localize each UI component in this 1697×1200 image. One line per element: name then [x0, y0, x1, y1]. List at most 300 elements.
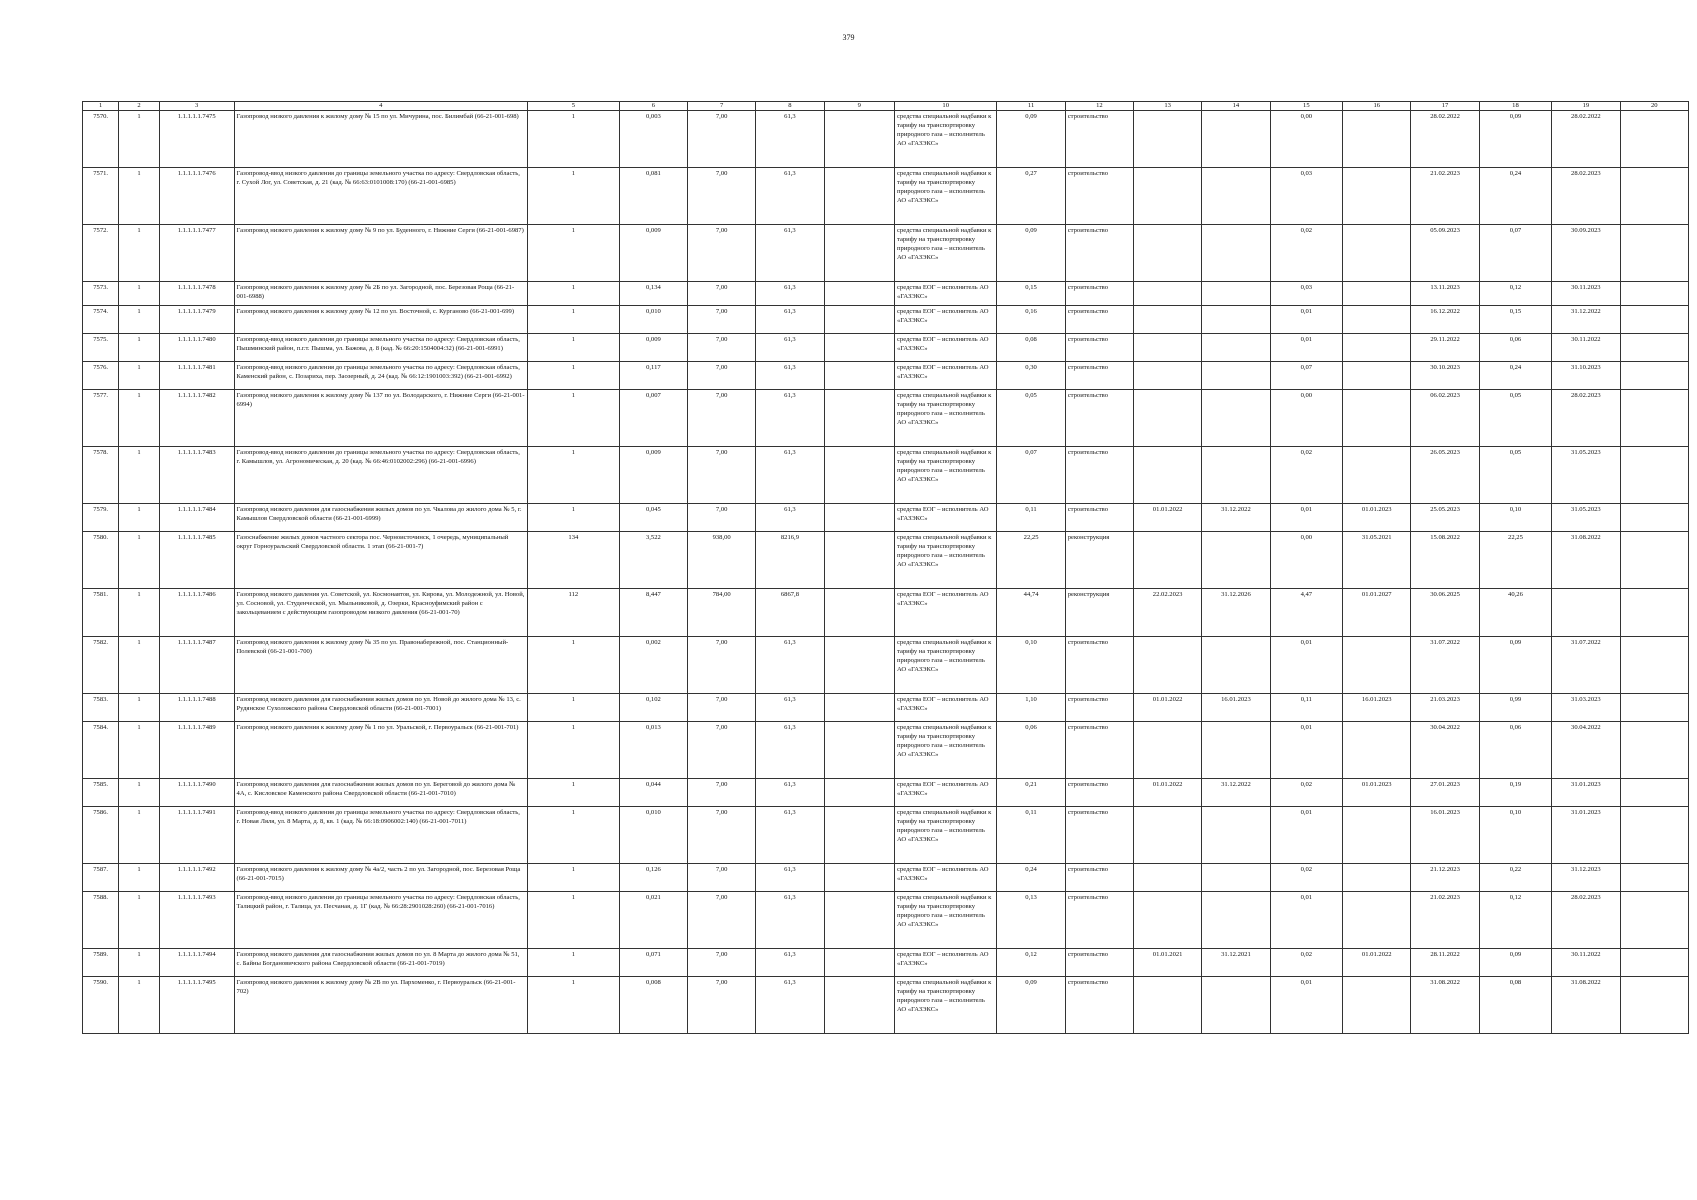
- table-cell: 0,07: [997, 447, 1065, 504]
- header-row: [83, 102, 1689, 111]
- table-cell: 28.02.2023: [1552, 168, 1620, 225]
- table-cell: 1.1.1.1.1.7477: [159, 225, 234, 282]
- table-cell: строительство: [1065, 892, 1133, 949]
- table-cell: 7585.: [83, 779, 119, 807]
- table-row: [83, 779, 1689, 807]
- table-cell: 61,3: [756, 447, 824, 504]
- table-cell: [1202, 447, 1270, 504]
- table-cell: 7,00: [688, 362, 756, 390]
- table-cell: 0,05: [1479, 390, 1552, 447]
- table-cell: 4,47: [1270, 589, 1343, 637]
- table-row: [83, 282, 1689, 306]
- table-cell: 1: [527, 334, 619, 362]
- table-cell: 28.02.2023: [1552, 390, 1620, 447]
- table-cell: 30.09.2023: [1552, 225, 1620, 282]
- table-cell: [1202, 390, 1270, 447]
- table-cell: 31.12.2023: [1552, 864, 1620, 892]
- table-cell: 22,25: [1479, 532, 1552, 589]
- table-row: [83, 949, 1689, 977]
- column-header: 20: [1620, 102, 1688, 111]
- table-row: [83, 111, 1689, 168]
- table-cell: 61,3: [756, 722, 824, 779]
- table-cell: 0,044: [619, 779, 687, 807]
- table-row: [83, 694, 1689, 722]
- table-cell: 30.11.2022: [1552, 334, 1620, 362]
- table-cell: [1134, 864, 1202, 892]
- table-cell: строительство: [1065, 334, 1133, 362]
- table-cell: [1134, 334, 1202, 362]
- table-cell: 0,13: [997, 892, 1065, 949]
- table-cell: [1620, 504, 1688, 532]
- table-cell: 61,3: [756, 637, 824, 694]
- table-cell: 7,00: [688, 334, 756, 362]
- table-cell: 7584.: [83, 722, 119, 779]
- table-cell: [1620, 694, 1688, 722]
- table-cell: [1343, 892, 1411, 949]
- table-cell: 0,126: [619, 864, 687, 892]
- table-cell: средства ЕОГ – исполнитель АО «ГАЗЭКС»: [895, 779, 997, 807]
- table-cell: [1343, 447, 1411, 504]
- table-cell: 0,10: [1479, 807, 1552, 864]
- table-cell: 1.1.1.1.1.7476: [159, 168, 234, 225]
- table-cell: 0,19: [1479, 779, 1552, 807]
- table-cell: 31.12.2022: [1552, 306, 1620, 334]
- table-cell: 01.01.2023: [1343, 779, 1411, 807]
- column-header: 2: [119, 102, 160, 111]
- table-cell: Газопровод-ввод низкого давления до границы земельного участка по адресу: Свердловская область, Талицкий район, г. Талица, ул. Песчаная, д. 1Г (кад. № 66:28:2901028:260) (66-21-001-7016): [234, 892, 527, 949]
- table-cell: 7587.: [83, 864, 119, 892]
- table-cell: 40,26: [1479, 589, 1552, 637]
- table-cell: [1620, 949, 1688, 977]
- table-row: [83, 637, 1689, 694]
- table-cell: средства специальной надбавки к тарифу на транспортировку природного газа – исполнитель АО «ГАЗЭКС»: [895, 892, 997, 949]
- table-cell: строительство: [1065, 282, 1133, 306]
- table-cell: строительство: [1065, 504, 1133, 532]
- table-cell: 1.1.1.1.1.7489: [159, 722, 234, 779]
- table-cell: 1.1.1.1.1.7485: [159, 532, 234, 589]
- table-cell: средства специальной надбавки к тарифу на транспортировку природного газа – исполнитель АО «ГАЗЭКС»: [895, 637, 997, 694]
- table-cell: 7581.: [83, 589, 119, 637]
- table-cell: 1: [119, 779, 160, 807]
- table-cell: 0,12: [997, 949, 1065, 977]
- table-cell: 0,003: [619, 111, 687, 168]
- table-cell: 0,02: [1270, 447, 1343, 504]
- column-header: 5: [527, 102, 619, 111]
- table-cell: строительство: [1065, 694, 1133, 722]
- table-cell: 1.1.1.1.1.7493: [159, 892, 234, 949]
- table-cell: 1: [119, 225, 160, 282]
- table-cell: 0,009: [619, 334, 687, 362]
- table-cell: 0,12: [1479, 282, 1552, 306]
- table-row: [83, 589, 1689, 637]
- table-cell: 13.11.2023: [1411, 282, 1479, 306]
- table-cell: 21.02.2023: [1411, 168, 1479, 225]
- table-cell: [1134, 282, 1202, 306]
- table-cell: Газопровод-ввод низкого давления до границы земельного участка по адресу: Свердловская область, Пышминский район, п.г.т. Пышма, ул. Бажова, д. 8 (кад. № 66:20:1504004:32) (66-21-001-6991): [234, 334, 527, 362]
- table-cell: 01.01.2022: [1134, 694, 1202, 722]
- table-cell: 0,01: [1270, 892, 1343, 949]
- table-cell: 0,00: [1270, 390, 1343, 447]
- table-cell: [1620, 977, 1688, 1034]
- table-cell: 28.02.2023: [1552, 892, 1620, 949]
- table-cell: 0,05: [997, 390, 1065, 447]
- table-cell: средства ЕОГ – исполнитель АО «ГАЗЭКС»: [895, 589, 997, 637]
- table-cell: 1: [119, 111, 160, 168]
- table-cell: [824, 111, 894, 168]
- table-cell: 30.04.2022: [1411, 722, 1479, 779]
- table-cell: 0,007: [619, 390, 687, 447]
- table-cell: 1.1.1.1.1.7482: [159, 390, 234, 447]
- table-cell: 1.1.1.1.1.7486: [159, 589, 234, 637]
- table-cell: [1343, 111, 1411, 168]
- table-cell: [1343, 362, 1411, 390]
- table-cell: 0,11: [997, 807, 1065, 864]
- table-cell: 0,05: [1479, 447, 1552, 504]
- table-cell: 0,02: [1270, 225, 1343, 282]
- table-cell: [1620, 589, 1688, 637]
- table-cell: 7570.: [83, 111, 119, 168]
- table-cell: [1202, 282, 1270, 306]
- table-cell: [1343, 334, 1411, 362]
- table-cell: строительство: [1065, 637, 1133, 694]
- table-cell: 0,01: [1270, 334, 1343, 362]
- table-cell: 0,09: [997, 111, 1065, 168]
- table-cell: [1134, 225, 1202, 282]
- table-cell: 0,01: [1270, 504, 1343, 532]
- table-cell: 1: [119, 362, 160, 390]
- table-cell: 0,07: [1479, 225, 1552, 282]
- table-body: [83, 111, 1689, 1034]
- table-cell: 61,3: [756, 504, 824, 532]
- table-cell: 1: [527, 694, 619, 722]
- table-cell: [824, 779, 894, 807]
- table-cell: 7571.: [83, 168, 119, 225]
- table-cell: 31.08.2022: [1552, 977, 1620, 1034]
- table-cell: 16.12.2022: [1411, 306, 1479, 334]
- table-cell: [1134, 532, 1202, 589]
- table-cell: 8216,9: [756, 532, 824, 589]
- table-cell: 1: [119, 637, 160, 694]
- table-cell: 0,15: [1479, 306, 1552, 334]
- table-cell: Газопровод-ввод низкого давления до границы земельного участка по адресу: Свердловская область, г. Новая Ляля, ул. 8 Марта, д. 8, кв. 1 (кад. № 66:18:0906002:140) (66-21-001-7011): [234, 807, 527, 864]
- table-cell: средства специальной надбавки к тарифу на транспортировку природного газа – исполнитель АО «ГАЗЭКС»: [895, 807, 997, 864]
- table-cell: [1620, 722, 1688, 779]
- table-cell: средства ЕОГ – исполнитель АО «ГАЗЭКС»: [895, 362, 997, 390]
- table-cell: 0,15: [997, 282, 1065, 306]
- table-cell: 21.03.2023: [1411, 694, 1479, 722]
- table-cell: 61,3: [756, 111, 824, 168]
- table-cell: Газопровод-ввод низкого давления до границы земельного участка по адресу: Свердловская область, Каменский район, с. Позариха, пер. Заозерный, д. 24 (кад. № 66:12:1901003:392) (66-21-001-6992): [234, 362, 527, 390]
- column-header: 12: [1065, 102, 1133, 111]
- table-cell: 16.01.2023: [1411, 807, 1479, 864]
- table-cell: 1.1.1.1.1.7490: [159, 779, 234, 807]
- table-cell: 134: [527, 532, 619, 589]
- table-cell: 0,09: [1479, 637, 1552, 694]
- table-cell: 7573.: [83, 282, 119, 306]
- table-cell: 7,00: [688, 111, 756, 168]
- table-cell: средства ЕОГ – исполнитель АО «ГАЗЭКС»: [895, 334, 997, 362]
- table-cell: [1134, 892, 1202, 949]
- table-cell: 1: [527, 807, 619, 864]
- table-cell: [1202, 334, 1270, 362]
- table-cell: [1134, 168, 1202, 225]
- table-cell: 7574.: [83, 306, 119, 334]
- table-cell: 0,03: [1270, 168, 1343, 225]
- table-cell: 1.1.1.1.1.7481: [159, 362, 234, 390]
- table-cell: 1,10: [997, 694, 1065, 722]
- table-cell: 1.1.1.1.1.7480: [159, 334, 234, 362]
- table-cell: 1: [119, 722, 160, 779]
- table-cell: 22,25: [997, 532, 1065, 589]
- table-cell: 0,01: [1270, 977, 1343, 1034]
- table-cell: 25.05.2023: [1411, 504, 1479, 532]
- table-cell: [1202, 864, 1270, 892]
- table-cell: средства специальной надбавки к тарифу на транспортировку природного газа – исполнитель АО «ГАЗЭКС»: [895, 111, 997, 168]
- table-cell: 1: [527, 282, 619, 306]
- column-header: 13: [1134, 102, 1202, 111]
- table-cell: 0,12: [1479, 892, 1552, 949]
- table-cell: 1: [119, 807, 160, 864]
- table-cell: строительство: [1065, 864, 1133, 892]
- table-cell: средства специальной надбавки к тарифу на транспортировку природного газа – исполнитель АО «ГАЗЭКС»: [895, 977, 997, 1034]
- table-cell: средства специальной надбавки к тарифу на транспортировку природного газа – исполнитель АО «ГАЗЭКС»: [895, 168, 997, 225]
- table-cell: [1343, 637, 1411, 694]
- table-cell: 28.02.2022: [1552, 111, 1620, 168]
- table-cell: [824, 362, 894, 390]
- table-cell: [1620, 447, 1688, 504]
- table-cell: 1: [527, 390, 619, 447]
- table-cell: 7589.: [83, 949, 119, 977]
- column-header: 8: [756, 102, 824, 111]
- table-cell: [824, 282, 894, 306]
- table-cell: [824, 892, 894, 949]
- table-cell: 1.1.1.1.1.7492: [159, 864, 234, 892]
- table-cell: [1620, 390, 1688, 447]
- table-cell: [824, 532, 894, 589]
- table-cell: 0,08: [997, 334, 1065, 362]
- table-cell: 0,03: [1270, 282, 1343, 306]
- table-cell: [1620, 864, 1688, 892]
- table-cell: 26.05.2023: [1411, 447, 1479, 504]
- table-cell: 0,08: [1479, 977, 1552, 1034]
- table-cell: 7,00: [688, 892, 756, 949]
- table-cell: [1202, 225, 1270, 282]
- table-cell: 7,00: [688, 807, 756, 864]
- table-cell: [1552, 589, 1620, 637]
- table-cell: [1343, 306, 1411, 334]
- table-cell: 7580.: [83, 532, 119, 589]
- table-cell: [1134, 306, 1202, 334]
- table-cell: 01.01.2021: [1134, 949, 1202, 977]
- table-cell: строительство: [1065, 362, 1133, 390]
- table-cell: средства ЕОГ – исполнитель АО «ГАЗЭКС»: [895, 864, 997, 892]
- column-header: 7: [688, 102, 756, 111]
- table-cell: строительство: [1065, 779, 1133, 807]
- table-cell: 21.02.2023: [1411, 892, 1479, 949]
- table-cell: 31.07.2022: [1552, 637, 1620, 694]
- table-row: [83, 306, 1689, 334]
- table-cell: [1202, 807, 1270, 864]
- table-cell: 61,3: [756, 779, 824, 807]
- table-cell: 1: [119, 168, 160, 225]
- table-cell: [1202, 168, 1270, 225]
- table-cell: 0,11: [997, 504, 1065, 532]
- table-cell: 0,09: [1479, 111, 1552, 168]
- table-cell: 21.12.2023: [1411, 864, 1479, 892]
- table-cell: 7,00: [688, 949, 756, 977]
- table-cell: [1343, 807, 1411, 864]
- table-cell: 0,009: [619, 447, 687, 504]
- table-cell: 1: [527, 504, 619, 532]
- table-cell: [824, 949, 894, 977]
- table-cell: 1.1.1.1.1.7483: [159, 447, 234, 504]
- table-cell: 0,00: [1270, 532, 1343, 589]
- table-cell: 1.1.1.1.1.7484: [159, 504, 234, 532]
- table-cell: 01.01.2022: [1134, 504, 1202, 532]
- table-cell: [1343, 168, 1411, 225]
- table-cell: 7,00: [688, 225, 756, 282]
- table-cell: 8,447: [619, 589, 687, 637]
- projects-table: [82, 101, 1689, 1034]
- table-cell: Газопровод низкого давления к жилому дому № 2В по ул. Пархоменко, г. Первоуральск (66-21-001-702): [234, 977, 527, 1034]
- table-cell: средства ЕОГ – исполнитель АО «ГАЗЭКС»: [895, 282, 997, 306]
- table-cell: 31.12.2026: [1202, 589, 1270, 637]
- table-row: [83, 892, 1689, 949]
- table-cell: 05.09.2023: [1411, 225, 1479, 282]
- table-cell: Газоснабжение жилых домов частного сектора пос. Черноисточинск, 1 очередь, муниципальный округ Горноуральский Свердловской области. 1 этап (66-21-001-7): [234, 532, 527, 589]
- table-cell: Газопровод-ввод низкого давления до границы земельного участка по адресу: Свердловская область, г. Сухой Лог, ул. Советская, д. 21 (кад. № 66:63:0101008:170) (66-21-001-6985): [234, 168, 527, 225]
- table-cell: Газопровод низкого давления к жилому дому № 2Б по ул. Загородной, пос. Березовая Роща (66-21-001-6988): [234, 282, 527, 306]
- table-cell: 1: [527, 225, 619, 282]
- table-cell: 31.10.2023: [1552, 362, 1620, 390]
- table-cell: 0,01: [1270, 306, 1343, 334]
- table-row: [83, 334, 1689, 362]
- table-cell: 1: [527, 362, 619, 390]
- table-row: [83, 807, 1689, 864]
- table-cell: 31.08.2022: [1552, 532, 1620, 589]
- table-cell: 0,10: [997, 637, 1065, 694]
- table-cell: [1620, 532, 1688, 589]
- table-cell: [1134, 111, 1202, 168]
- table-cell: 7,00: [688, 779, 756, 807]
- table-cell: 0,010: [619, 807, 687, 864]
- table-cell: 7,00: [688, 722, 756, 779]
- table-cell: 7,00: [688, 637, 756, 694]
- table-cell: Газопровод низкого давления к жилому дому № 9 по ул. Буденного, г. Нижние Серги (66-21-001-6987): [234, 225, 527, 282]
- column-header: 3: [159, 102, 234, 111]
- table-cell: 30.10.2023: [1411, 362, 1479, 390]
- table-cell: 06.02.2023: [1411, 390, 1479, 447]
- table-cell: [1620, 334, 1688, 362]
- table-cell: [824, 977, 894, 1034]
- table-cell: [824, 306, 894, 334]
- table-cell: [824, 447, 894, 504]
- table-cell: 0,134: [619, 282, 687, 306]
- table-cell: [1202, 722, 1270, 779]
- table-cell: [1620, 168, 1688, 225]
- table-cell: 3,522: [619, 532, 687, 589]
- table-cell: Газопровод низкого давления для газоснабжения жилых домов по ул. 8 Марта до жилого дома № 51, с. Байны Богдановичского района Свердловской области (66-21-001-7019): [234, 949, 527, 977]
- table-cell: 01.01.2027: [1343, 589, 1411, 637]
- table-cell: 0,02: [1270, 779, 1343, 807]
- table-cell: Газопровод низкого давления для газоснабжения жилых домов по ул. Береговой до жилого дома № 4А, с. Кисловское Каменского района Свердловской области (66-21-001-7010): [234, 779, 527, 807]
- table-cell: Газопровод низкого давления к жилому дому № 12 по ул. Восточной, с. Курганово (66-21-001-699): [234, 306, 527, 334]
- table-row: [83, 977, 1689, 1034]
- page-number: 379: [842, 33, 855, 42]
- column-header: 17: [1411, 102, 1479, 111]
- table-cell: строительство: [1065, 949, 1133, 977]
- table-cell: Газопровод низкого давления для газоснабжения жилых домов по ул. Чкалова до жилого дома № 5, г. Камышлов Свердловской области (66-21-001-6999): [234, 504, 527, 532]
- table-cell: 31.03.2023: [1552, 694, 1620, 722]
- table-cell: 1: [119, 390, 160, 447]
- table-row: [83, 390, 1689, 447]
- table-cell: [824, 168, 894, 225]
- table-cell: 31.12.2021: [1202, 949, 1270, 977]
- table-cell: 1.1.1.1.1.7475: [159, 111, 234, 168]
- table-cell: [1134, 637, 1202, 694]
- table-cell: 61,3: [756, 864, 824, 892]
- table-cell: 0,00: [1270, 111, 1343, 168]
- table-cell: средства ЕОГ – исполнитель АО «ГАЗЭКС»: [895, 504, 997, 532]
- table-cell: [1343, 225, 1411, 282]
- table-cell: [1620, 282, 1688, 306]
- table-cell: [824, 637, 894, 694]
- table-cell: 01.01.2022: [1343, 949, 1411, 977]
- table-cell: 1: [119, 977, 160, 1034]
- table-cell: [1202, 111, 1270, 168]
- column-header: 15: [1270, 102, 1343, 111]
- table-cell: 7,00: [688, 306, 756, 334]
- table-cell: 1.1.1.1.1.7494: [159, 949, 234, 977]
- column-header: 6: [619, 102, 687, 111]
- table-cell: 1: [527, 637, 619, 694]
- table-cell: 1: [119, 504, 160, 532]
- table-cell: [1202, 306, 1270, 334]
- table-cell: 7582.: [83, 637, 119, 694]
- table-cell: 0,117: [619, 362, 687, 390]
- table-cell: 0,008: [619, 977, 687, 1034]
- table-cell: 1.1.1.1.1.7488: [159, 694, 234, 722]
- table-cell: 1: [527, 892, 619, 949]
- table-cell: [1620, 362, 1688, 390]
- table-cell: [1202, 977, 1270, 1034]
- table-cell: [1620, 892, 1688, 949]
- table-cell: 0,16: [997, 306, 1065, 334]
- table-cell: 61,3: [756, 390, 824, 447]
- table-cell: Газопровод низкого давления для газоснабжения жилых домов по ул. Новой до жилого дома № 13, с. Рудянское Сухоложского района Свердловской области (66-21-001-7001): [234, 694, 527, 722]
- table-cell: 61,3: [756, 362, 824, 390]
- table-cell: [824, 864, 894, 892]
- table-cell: 1: [527, 306, 619, 334]
- table-cell: [1343, 390, 1411, 447]
- table-cell: 7588.: [83, 892, 119, 949]
- table-cell: 0,045: [619, 504, 687, 532]
- table-cell: 0,071: [619, 949, 687, 977]
- table-row: [83, 504, 1689, 532]
- table-cell: 6867,8: [756, 589, 824, 637]
- table-cell: [824, 390, 894, 447]
- table-cell: 7590.: [83, 977, 119, 1034]
- table-cell: 31.12.2022: [1202, 779, 1270, 807]
- table-cell: 0,081: [619, 168, 687, 225]
- table-cell: [1202, 532, 1270, 589]
- table-row: [83, 532, 1689, 589]
- table-cell: 1: [527, 977, 619, 1034]
- table-cell: 1: [119, 589, 160, 637]
- table-cell: 1: [527, 168, 619, 225]
- table-cell: Газопровод низкого давления к жилому дому № 4а/2, часть 2 по ул. Загородной, пос. Березовая Роща (66-21-001-7015): [234, 864, 527, 892]
- table-cell: Газопровод-ввод низкого давления до границы земельного участка по адресу: Свердловская область, г. Камышлов, ул. Агрономическая, д. 20 (кад. № 66:46:0102002:296) (66-21-001-6996): [234, 447, 527, 504]
